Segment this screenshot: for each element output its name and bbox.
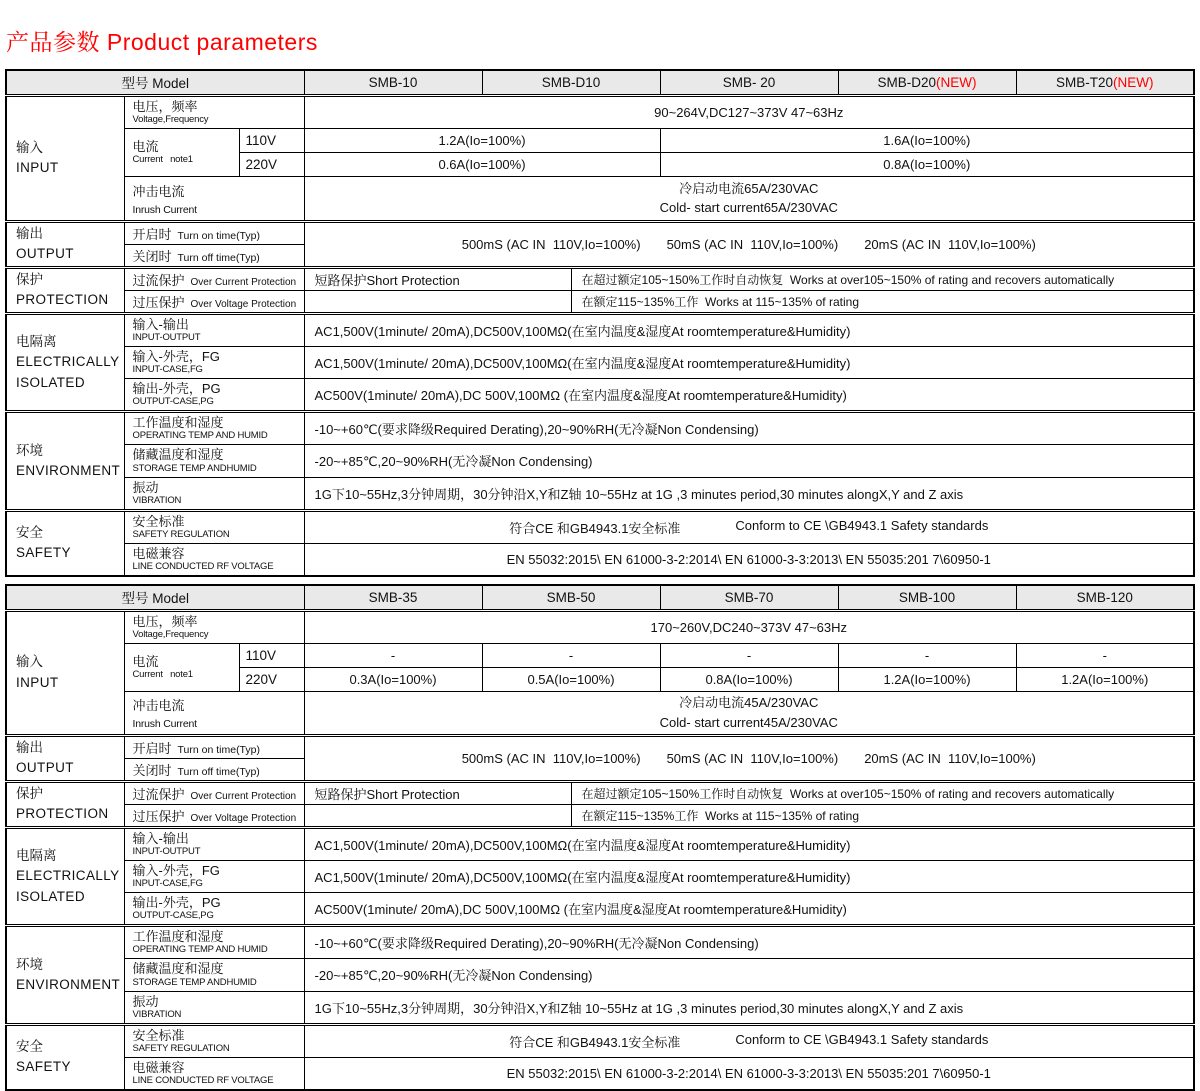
section-input: 输入 INPUT [6, 95, 124, 221]
param-storage-temp-humid: 储藏温度和湿度 STORAGE TEMP ANDHUMID [124, 445, 304, 477]
over-current-behavior-cell: 在超过额定105~150%工作时自动恢复 Works at over105~150% of rating and recovers automatically [571, 267, 1194, 290]
short-protection-cell: 短路保护Short Protection [304, 267, 571, 290]
short-protection-cell: 短路保护Short Protection [304, 781, 571, 804]
current-110v-value: - [304, 643, 482, 667]
model-cell [482, 70, 660, 95]
inrush-row [6, 691, 1194, 735]
inrush-value: 冷启动电流65A/230VAC Cold- start current65A/230VAC [304, 176, 1194, 221]
vibration-row [6, 991, 1194, 1024]
isolation-input-output-value: AC1,500V(1minute/ 20mA),DC500V,100MΩ(在室内温度&湿度At roomtemperature&Humidity) [304, 827, 1194, 860]
isolation-output-case-row [6, 893, 1194, 926]
page-title: 产品参数 Product parameters [6, 29, 318, 55]
current-220v-value: 0.8A(Io=100%) [660, 152, 1194, 176]
inrush-value: 冷启动电流45A/230VAC Cold- start current45A/230VAC [304, 691, 1194, 735]
isolation-output-case-value: AC500V(1minute/ 20mA),DC 500V,100MΩ (在室内温度&湿度At roomtemperature&Humidity) [304, 893, 1194, 926]
model-cell: SMB-100 [838, 585, 1016, 610]
isolation-input-case-value: AC1,500V(1minute/ 20mA),DC500V,100MΩ(在室内温度&湿度At roomtemperature&Humidity) [304, 346, 1194, 378]
model-label-cell: 型号 Model [6, 70, 304, 95]
current-220v-value: 1.2A(Io=100%) [838, 667, 1016, 691]
section-input: 输入 INPUT [6, 610, 124, 735]
current-110v-value: - [660, 643, 838, 667]
section-output: 输出 OUTPUT [6, 735, 124, 781]
isolation-input-output-row [6, 827, 1194, 860]
model-cell [660, 70, 838, 95]
over-current-row [6, 781, 1194, 804]
current-110v-value: - [838, 643, 1016, 667]
safety-regulation-row [6, 510, 1194, 543]
storage-temp-row [6, 959, 1194, 991]
safety-regulation-value: 符合CE 和GB4943.1安全标准 Conform to CE \GB4943.1 Safety standards [304, 1024, 1194, 1057]
param-input-case-fg: 输入-外壳，FG INPUT-CASE,FG [124, 346, 304, 378]
param-voltage-frequency: 电压，频率 Voltage,Frequency [124, 95, 304, 128]
section-electrically-isolated: 电隔离 ELECTRICALLY ISOLATED [6, 313, 124, 412]
param-input-output: 输入-输出 INPUT-OUTPUT [124, 827, 304, 860]
model-cell: SMB-70 [660, 585, 838, 610]
current-220v-value: 1.2A(Io=100%) [1016, 667, 1194, 691]
isolation-input-output-row [6, 313, 1194, 346]
voltage-value: 90~264V,DC127~373V 47~63Hz [304, 95, 1194, 128]
turn-on-row [6, 735, 1194, 758]
storage-temp-value: -20~+85℃,20~90%RH(无冷凝Non Condensing) [304, 445, 1194, 477]
over-current-behavior-cell: 在超过额定105~150%工作时自动恢复 Works at over105~150% of rating and recovers automatically [571, 781, 1194, 804]
voltage-value: 170~260V,DC240~373V 47~63Hz [304, 610, 1194, 643]
over-voltage-behavior-cell: 在额定115~135%工作 Works at 115~135% of rating [571, 290, 1194, 313]
inrush-row [6, 176, 1194, 221]
emc-row [6, 543, 1194, 576]
over-current-row [6, 267, 1194, 290]
model-new-tag: (NEW) [1113, 74, 1154, 90]
param-safety-regulation: 安全标准 SAFETY REGULATION [124, 1024, 304, 1057]
model-cell: SMB-120 [1016, 585, 1194, 610]
over-voltage-behavior-cell: 在额定115~135%工作 Works at 115~135% of rating [571, 804, 1194, 827]
param-vibration: 振动 VIBRATION [124, 477, 304, 510]
param-current: 电流 Current note1 [124, 643, 239, 691]
param-input-case-fg: 输入-外壳，FG INPUT-CASE,FG [124, 860, 304, 892]
operating-temp-row [6, 412, 1194, 445]
voltage-row [6, 610, 1194, 643]
param-over-voltage-protection: 过压保护 Over Voltage Protection [124, 804, 304, 827]
model-label-cell: 型号 Model [6, 585, 304, 610]
emc-value: EN 55032:2015\ EN 61000-3-2:2014\ EN 61000-3-3:2013\ EN 55035:201 7\60950-1 [304, 1057, 1194, 1090]
storage-temp-row [6, 445, 1194, 477]
voltage-110v-label: 110V [239, 643, 304, 667]
param-turn-on-time: 开启时 Turn on time(Typ) [124, 221, 304, 244]
param-emc: 电磁兼容 LINE CONDUCTED RF VOLTAGE [124, 543, 304, 576]
current-110v-value: 1.2A(Io=100%) [304, 128, 660, 152]
current-220v-value: 0.3A(Io=100%) [304, 667, 482, 691]
isolation-output-case-row [6, 379, 1194, 412]
model-cell: SMB-50 [482, 585, 660, 610]
param-turn-off-time: 关闭时 Turn off time(Typ) [124, 244, 304, 267]
turn-on-row [6, 221, 1194, 244]
param-inrush-current: 冲击电流 Inrush Current [124, 176, 304, 221]
current-220v-value: 0.5A(Io=100%) [482, 667, 660, 691]
over-voltage-empty-cell [304, 290, 571, 313]
operating-temp-value: -10~+60℃(要求降级Required Derating),20~90%RH(无冷凝Non Condensing) [304, 412, 1194, 445]
current-110v-value: - [482, 643, 660, 667]
param-safety-regulation: 安全标准 SAFETY REGULATION [124, 510, 304, 543]
param-turn-on-time: 开启时 Turn on time(Typ) [124, 735, 304, 758]
section-protection: 保护 PROTECTION [6, 267, 124, 313]
param-over-current-protection: 过流保护 Over Current Protection [124, 781, 304, 804]
section-safety: 安全 SAFETY [6, 1024, 124, 1090]
param-emc: 电磁兼容 LINE CONDUCTED RF VOLTAGE [124, 1057, 304, 1090]
param-input-output: 输入-输出 INPUT-OUTPUT [124, 313, 304, 346]
current-220v-value: 0.8A(Io=100%) [660, 667, 838, 691]
section-safety: 安全 SAFETY [6, 510, 124, 576]
over-voltage-row [6, 804, 1194, 827]
model-header-row [6, 70, 1194, 95]
param-operating-temp-humid: 工作温度和湿度 OPERATING TEMP AND HUMID [124, 926, 304, 959]
emc-row [6, 1057, 1194, 1090]
voltage-row [6, 95, 1194, 128]
param-over-voltage-protection: 过压保护 Over Voltage Protection [124, 290, 304, 313]
isolation-output-case-value: AC500V(1minute/ 20mA),DC 500V,100MΩ (在室内温度&湿度At roomtemperature&Humidity) [304, 379, 1194, 412]
on-off-time-value: 500mS (AC IN 110V,Io=100%) 50mS (AC IN 110V,Io=100%) 20mS (AC IN 110V,Io=100%) [304, 221, 1194, 267]
operating-temp-value: -10~+60℃(要求降级Required Derating),20~90%RH(无冷凝Non Condensing) [304, 926, 1194, 959]
model-new-tag: (NEW) [936, 74, 977, 90]
safety-regulation-row [6, 1024, 1194, 1057]
section-environment: 环境 ENVIRONMENT [6, 926, 124, 1025]
voltage-220v-label: 220V [239, 152, 304, 176]
section-output: 输出 OUTPUT [6, 221, 124, 267]
section-protection: 保护 PROTECTION [6, 781, 124, 827]
isolation-input-case-row [6, 860, 1194, 892]
section-electrically-isolated: 电隔离 ELECTRICALLY ISOLATED [6, 827, 124, 926]
model-name: SMB-T20 [1056, 74, 1114, 90]
model-name: SMB-D10 [541, 74, 601, 90]
safety-regulation-value: 符合CE 和GB4943.1安全标准 Conform to CE \GB4943.1 Safety standards [304, 510, 1194, 543]
isolation-input-case-value: AC1,500V(1minute/ 20mA),DC500V,100MΩ(在室内温度&湿度At roomtemperature&Humidity) [304, 860, 1194, 892]
spec-table-smb35-120 [5, 584, 1195, 1091]
param-output-case-pg: 输出-外壳，PG OUTPUT-CASE,PG [124, 379, 304, 412]
current-220v-value: 0.6A(Io=100%) [304, 152, 660, 176]
spec-table-smb10-t20 [5, 69, 1195, 577]
model-cell: SMB-35 [304, 585, 482, 610]
model-name: SMB-D20 [877, 74, 937, 90]
isolation-input-case-row [6, 346, 1194, 378]
param-voltage-frequency: 电压，频率 Voltage,Frequency [124, 610, 304, 643]
current-110v-row [6, 128, 1194, 152]
current-110v-row [6, 643, 1194, 667]
model-name: SMB-10 [368, 74, 418, 90]
param-operating-temp-humid: 工作温度和湿度 OPERATING TEMP AND HUMID [124, 412, 304, 445]
section-environment: 环境 ENVIRONMENT [6, 412, 124, 511]
emc-value: EN 55032:2015\ EN 61000-3-2:2014\ EN 61000-3-3:2013\ EN 55035:201 7\60950-1 [304, 543, 1194, 576]
model-header-row [6, 585, 1194, 610]
over-voltage-row [6, 290, 1194, 313]
vibration-row [6, 477, 1194, 510]
model-cell [838, 70, 1016, 95]
current-110v-value: - [1016, 643, 1194, 667]
isolation-input-output-value: AC1,500V(1minute/ 20mA),DC500V,100MΩ(在室内温度&湿度At roomtemperature&Humidity) [304, 313, 1194, 346]
model-cell [304, 70, 482, 95]
voltage-110v-label: 110V [239, 128, 304, 152]
param-turn-off-time: 关闭时 Turn off time(Typ) [124, 758, 304, 781]
param-current: 电流 Current note1 [124, 128, 239, 176]
model-name: SMB- 20 [722, 74, 776, 90]
vibration-value: 1G下10~55Hz,3分钟周期，30分钟沿X,Y和Z轴 10~55Hz at 1G ,3 minutes period,30 minutes alongX,Y and Z axis [304, 477, 1194, 510]
param-storage-temp-humid: 储藏温度和湿度 STORAGE TEMP ANDHUMID [124, 959, 304, 991]
vibration-value: 1G下10~55Hz,3分钟周期，30分钟沿X,Y和Z轴 10~55Hz at 1G ,3 minutes period,30 minutes alongX,Y and Z axis [304, 991, 1194, 1024]
on-off-time-value: 500mS (AC IN 110V,Io=100%) 50mS (AC IN 110V,Io=100%) 20mS (AC IN 110V,Io=100%) [304, 735, 1194, 781]
current-110v-value: 1.6A(Io=100%) [660, 128, 1194, 152]
param-inrush-current: 冲击电流 Inrush Current [124, 691, 304, 735]
voltage-220v-label: 220V [239, 667, 304, 691]
over-voltage-empty-cell [304, 804, 571, 827]
param-vibration: 振动 VIBRATION [124, 991, 304, 1024]
param-over-current-protection: 过流保护 Over Current Protection [124, 267, 304, 290]
operating-temp-row [6, 926, 1194, 959]
storage-temp-value: -20~+85℃,20~90%RH(无冷凝Non Condensing) [304, 959, 1194, 991]
param-output-case-pg: 输出-外壳，PG OUTPUT-CASE,PG [124, 893, 304, 926]
model-cell [1016, 70, 1194, 95]
